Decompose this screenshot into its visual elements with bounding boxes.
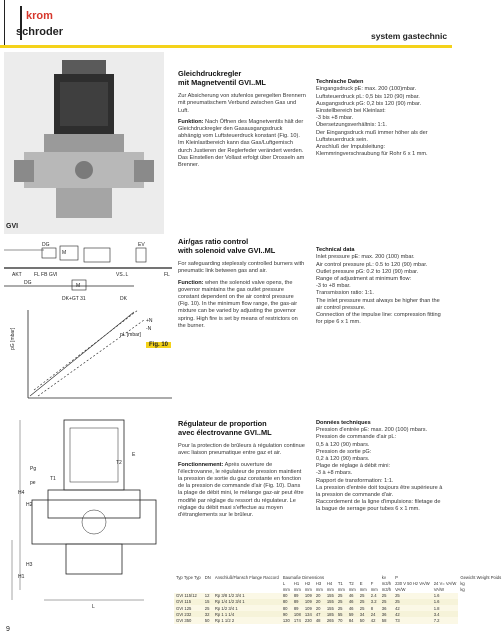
unit-4: mm (293, 586, 301, 592)
table-cell: 55 (336, 611, 347, 617)
company-logo (12, 6, 64, 42)
table-head-kv: kv (381, 575, 386, 581)
table-cell: 155 (326, 605, 334, 611)
table-cell: 58 (380, 617, 393, 623)
unit-11: mm (370, 586, 378, 592)
german-tech-title: Technische Daten (316, 79, 364, 86)
table-cell: 46 (347, 599, 358, 605)
english-function-text: when the solenoid valve opens, the governor maintains the gas outlet pressure constant dependent on the air control pressure (Fig. 10). In the minimum flow range, the gas-air mixture can be varied by adjusting the governor spring. High fire is set by means of restrictors on the burner. (178, 279, 298, 329)
label-h2: H2 (26, 502, 33, 508)
table-cell: 7.2 (432, 617, 459, 623)
table-col-kv: m3/h (381, 581, 392, 587)
table-cell: 25 (358, 599, 369, 605)
label-dg-2: DG (24, 280, 32, 286)
table-cell: 20 (314, 605, 325, 611)
label-ev: EV (138, 242, 145, 248)
label-dk-gt31: DK+GT 31 (62, 296, 86, 302)
table-cell: GVI 125 (174, 605, 203, 611)
table-cell: GVI 350 (174, 617, 203, 623)
english-intro: For safeguarding steplessly controlled burners with pneumatic link between gas and air. (178, 261, 305, 275)
unit-10: mm (359, 586, 367, 592)
french-intro: Pour la protection de brûleurs à régulation continue avec liaison pneumatique entre gaz et air. (178, 443, 305, 457)
table-cell: 108 (293, 611, 301, 617)
table-cell: 32 (203, 611, 213, 617)
photo-label: GVI (6, 223, 19, 230)
label-akt: AKT (12, 272, 22, 278)
label-e: E (132, 452, 136, 458)
table-cell: 42 (393, 611, 432, 617)
table-col-t1: T1 (337, 581, 343, 587)
french-tech-0: Pression d'entrée pE: max. 200 (100) mbars. (316, 427, 428, 434)
german-tech-7: Anschluß der Impulsleitung: Klemmringverschraubung für Rohr 6 x 1 mm. (316, 144, 428, 158)
table-cell: Rp 1/2 3/4 1 (213, 605, 281, 611)
table-cell: 2.4 (369, 593, 380, 599)
table-col-h3: H3 (315, 581, 322, 587)
table-cell: 109 (304, 593, 312, 599)
table-cell: 25 (358, 593, 369, 599)
dimensions-table-wrap (174, 574, 502, 624)
table-cell: 12 (203, 593, 213, 599)
table-cell: 36 (380, 611, 393, 617)
table-cell: GVI 115/12 (174, 593, 203, 599)
table-cell: Rp 1/4 1/2 3/4 1 (213, 599, 281, 605)
unit-7: mm (326, 586, 334, 592)
table-head-flange: Anschluß/Flansch Flange Raccord (214, 575, 279, 581)
product-photo (4, 52, 164, 234)
french-tech-6: -3 à +8 mbars. (316, 470, 353, 477)
german-tech-column (316, 70, 444, 158)
accent-bar (0, 45, 452, 48)
table-head-dimensions: Baumaße Dimensions (282, 575, 325, 581)
table-cell: 42 (369, 617, 380, 623)
table-cell: 155 (326, 599, 334, 605)
unit-8: mm (337, 586, 345, 592)
brand-name: system gastechnic (371, 31, 448, 41)
table-cell: 25 (380, 593, 393, 599)
control-schematic (4, 240, 174, 400)
french-tech-1: Pression de commande d'air pL: (316, 434, 397, 441)
label-t1: T1 (50, 476, 56, 482)
table-cell: 73 (393, 617, 432, 623)
table-col-l: L (282, 581, 286, 587)
table-cell: 109 (304, 599, 312, 605)
table-cell: 24 (369, 611, 380, 617)
axis-pg: pG [mbar] (10, 327, 16, 350)
french-tech-5: Plage de réglage à débit mini: (316, 463, 391, 470)
unit-9: mm (348, 586, 356, 592)
table-cell: 70 (336, 617, 347, 623)
table-cell: GVI 232 (174, 611, 203, 617)
table-cell: GVI 115 (174, 599, 203, 605)
table-cell: Rp 3/8 1/2 3/4 1 (213, 593, 281, 599)
german-function-label: Funktion: (178, 118, 204, 125)
french-column (178, 420, 306, 523)
english-tech-title: Technical data (316, 247, 355, 254)
table-cell: 47 (314, 611, 325, 617)
table-cell: 80 (281, 593, 292, 599)
german-tech-5: Übersetzungsverhältnis: 1:1. (316, 122, 387, 129)
german-intro: Zur Absicherung von stufenlos geregelten Brennern mit pneumatischem Verbund zwischen Gas und Luft. (178, 93, 306, 114)
logo-text-1: krom (26, 10, 53, 22)
english-tech-4: -3 to +8 mbar. (316, 283, 351, 290)
german-title (178, 70, 306, 87)
table-cell: 59 (347, 611, 358, 617)
table-cell: 25 (358, 605, 369, 611)
table-cell: 230 (304, 617, 312, 623)
figure-label: Fig. 10 (146, 342, 171, 348)
table-cell: 80 (281, 605, 292, 611)
french-tech-9: Raccordement de la ligne d'impulsions: filetage de la bague de serrage pour tubes 6 x 1 mm. (316, 499, 441, 513)
english-tech-7: Connection of the impulse line: compression fitting for pipe 6 x 1 mm. (316, 312, 441, 326)
table-cell: 25 (393, 593, 432, 599)
label-pg-drawing: Pg (30, 466, 37, 472)
table-cell: 84 (347, 617, 358, 623)
table-cell: 25 (336, 593, 347, 599)
french-function-label: Fonctionnement: (178, 461, 224, 468)
table-cell: 15 (203, 599, 213, 605)
table-cell: 80 (281, 599, 292, 605)
french-title (178, 420, 306, 437)
german-tech-1: Luftsteuerdruck pL: 0,5 bis 120 (90) mbar. (316, 93, 420, 100)
table-col-h2: H2 (304, 581, 311, 587)
french-tech-8: La pression d'entrée doit toujours être supérieure à la pression de commande d'air. (316, 484, 443, 499)
table-cell: 89 (292, 605, 303, 611)
english-tech-5: Transmission ratio: 1:1. (316, 290, 374, 297)
english-title-line1: Air/gas ratio control (178, 237, 249, 246)
table-col-h1: H1 (293, 581, 300, 587)
dimension-drawing (4, 400, 166, 614)
table-cell: 20 (314, 599, 325, 605)
table-cell: 25 (203, 605, 213, 611)
german-tech-4: -3 bis +8 mbar. (316, 115, 354, 122)
table-col-t2: T2 (348, 581, 354, 587)
page-number: 9 (6, 626, 10, 633)
table-cell: 42 (393, 605, 432, 611)
table-col-24v: 24 V= VA/W (433, 581, 457, 587)
english-title-line2: with solenoid valve GVI..ML (178, 245, 276, 255)
table-col-kg: kg (460, 581, 465, 587)
french-title-line2: avec électrovanne GVI..ML (178, 427, 272, 437)
margin-rule (4, 0, 5, 45)
unit-3: mm (282, 586, 290, 592)
table-cell: 50 (203, 617, 213, 623)
table-cell: 155 (326, 593, 334, 599)
label-m: M (62, 250, 67, 256)
english-function-label: Function: (178, 279, 204, 286)
axis-pl: pL [mbar] (120, 332, 141, 338)
table-cell: 109 (304, 605, 312, 611)
dimensions-table (174, 574, 503, 624)
table-col-h4: H4 (326, 581, 333, 587)
table-cell: 174 (293, 617, 301, 623)
table-head-dn: DN (204, 575, 211, 581)
label-h1: H1 (18, 574, 25, 580)
french-title-line1: Régulateur de proportion (178, 419, 267, 428)
english-function (178, 280, 306, 330)
table-cell: 25 (336, 605, 347, 611)
table-cell: 3.2 (369, 599, 380, 605)
french-function-text: Après ouverture de l'électrovanne, le régulateur de pression maintient la pression de sortie du gaz constante en fonction de la pression de commande d'air (Fig. 10). Dans la plage de débit mini, le mélange gaz-air peut être modifié par réglage du ressort du régulateur. Le réglage du débit maxi s'effectue au moyen d'étranglements sur le brûleur. (178, 461, 304, 519)
english-tech-3: Range of adjustment at minimum flow: (316, 276, 412, 283)
table-body (174, 593, 503, 624)
table-cell: 134 (304, 611, 312, 617)
table-cell: 3.4 (432, 611, 459, 617)
table-head-power: P (395, 575, 398, 581)
english-tech-2: Outlet pressure pG: 0.2 to 120 (90) mbar. (316, 268, 419, 275)
german-title-line1: Gleichdruckregler (178, 69, 242, 78)
label-t2: T2 (116, 460, 122, 466)
french-tech-4: 0,2 à 120 (90) mbars. (316, 456, 370, 463)
label-h4: H4 (18, 490, 25, 496)
unit-14: VA/W (433, 586, 445, 592)
table-cell: 50 (358, 617, 369, 623)
german-tech-2: Ausgangsdruck pG: 0,2 bis 120 (90) mbar. (316, 100, 422, 107)
english-tech-0: Inlet pressure pE: max. 200 (100) mbar. (316, 254, 415, 261)
table-cell: 265 (326, 617, 334, 623)
logo-text-2: schroder (16, 26, 64, 38)
table-cell: 46 (347, 593, 358, 599)
english-tech-column (316, 238, 444, 326)
table-cell: 20 (314, 593, 325, 599)
table-col-230v: 230 V 50 Hz VA/W (395, 581, 430, 587)
german-tech-6: Der Eingangsdruck muß immer höher als der Luftsteuerdruck sein. (316, 129, 428, 143)
label-plus-n: +N (146, 318, 153, 324)
table-cell: Rp 1 1 1/4 (213, 611, 281, 617)
label-m-2: M (76, 283, 81, 289)
table-cell: 48 (314, 617, 325, 623)
english-title (178, 238, 306, 255)
label-dg: DG (42, 242, 50, 248)
german-tech-3: Einstellbereich bei Kleinlast: (316, 108, 386, 115)
english-tech-6: The inlet pressure must always be higher than the air control pressure. (316, 297, 440, 311)
table-col-f: F (370, 581, 374, 587)
table-cell: 25 (380, 599, 393, 605)
unit-13: VA/W (395, 586, 406, 592)
table-cell: 34 (358, 611, 369, 617)
table-cell: 1.6 (432, 599, 459, 605)
german-function-text: Nach Öffnen des Magnetventils hält der Gleichdruckregler den Gasausgangsdruck abhängig vom Luftsteuerdruck konstant (Fig. 10). Im Kleinlastbereich kann das Gas/Luftgemisch durch Justieren der Reglerfeder verändert werden. Das Einstellen der Vollast erfolgt über Drosseln am Brenner. (178, 118, 305, 169)
table-cell: 130 (282, 617, 290, 623)
label-dk: DK (120, 296, 127, 302)
label-fl-fb-gvi: FL FB GVI (34, 272, 58, 278)
table-head-weight: Gewicht Weight Poids (460, 575, 502, 581)
label-fl: FL (164, 272, 170, 278)
french-function (178, 462, 306, 520)
german-title-line2: mit Magnetventil GVI..ML (178, 77, 266, 87)
english-tech-1: Air control pressure pL: 0.5 to 120 (90) mbar. (316, 261, 428, 268)
table-cell: 25 (393, 599, 432, 605)
table-cell: 25 (336, 599, 347, 605)
table-cell: 89 (292, 593, 303, 599)
unit-12: m3/h (381, 586, 392, 592)
label-h3: H3 (26, 562, 33, 568)
table-cell: 90 (281, 611, 292, 617)
table-cell: 89 (292, 599, 303, 605)
french-tech-2: 0,5 à 120 (90) mbars. (316, 441, 370, 448)
unit-6: mm (315, 586, 323, 592)
german-tech-0: Eingangsdruck pE: max. 200 (100)mbar. (316, 86, 417, 93)
label-pe: pe (30, 480, 36, 486)
table-col-e: E (359, 581, 363, 587)
table-cell: 1.6 (432, 593, 459, 599)
label-l: L (92, 604, 95, 610)
french-tech-column (316, 420, 444, 514)
german-column (178, 70, 306, 173)
unit-15: kg (460, 586, 465, 592)
table-row (174, 617, 503, 623)
table-cell: 46 (347, 605, 358, 611)
table-cell: 185 (326, 611, 334, 617)
table-head-type: Typ Type Typ (176, 575, 201, 581)
french-tech-3: Pression de sortie pG: (316, 448, 372, 455)
table-cell: 8 (369, 605, 380, 611)
table-cell: 36 (380, 605, 393, 611)
german-function (178, 119, 306, 169)
table-cell: Rp 1 1/2 2 (213, 617, 281, 623)
label-minus-n: -N (146, 326, 152, 332)
label-vsl: VS..L (116, 272, 129, 278)
french-tech-title: Données techniques (316, 420, 371, 426)
table-cell: 1.8 (432, 605, 459, 611)
english-column (178, 238, 306, 334)
unit-5: mm (304, 586, 312, 592)
french-tech-7: Rapport de transformation: 1:1. (316, 477, 394, 484)
